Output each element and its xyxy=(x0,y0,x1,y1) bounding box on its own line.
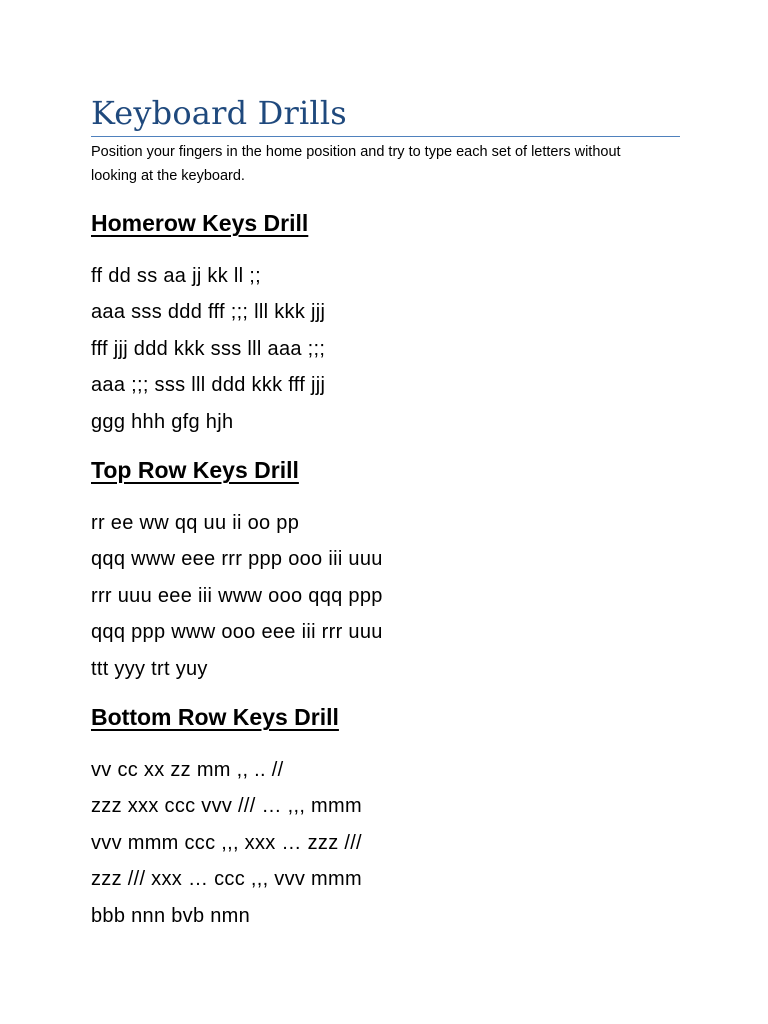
drill-list-top-row xyxy=(91,505,383,687)
drill-list-bottom-row xyxy=(91,752,362,934)
drill-line: fff jjj ddd kkk sss lll aaa ;;; xyxy=(91,337,326,360)
drill-line: rrr uuu eee iii www ooo qqq ppp xyxy=(91,584,383,607)
drill-line: vvv mmm ccc ,,, xxx … zzz /// xyxy=(91,831,362,854)
drill-line: ttt yyy trt yuy xyxy=(91,657,208,680)
drill-line: aaa ;;; sss lll ddd kkk fff jjj xyxy=(91,374,326,397)
drill-list-homerow xyxy=(91,258,325,440)
drill-line: aaa sss ddd fff ;;; lll kkk jjj xyxy=(91,301,326,324)
title-underline-rule xyxy=(91,136,680,137)
drill-line: zzz /// xxx … ccc ,,, vvv mmm xyxy=(91,868,362,891)
intro-paragraph: Position your fingers in the home position and try to type each set of letters without looking at the keyboard. xyxy=(91,144,621,184)
section-heading-top-row: Top Row Keys Drill xyxy=(91,457,299,483)
drill-line: bbb nnn bvb nmn xyxy=(91,904,251,927)
drill-line: ggg hhh gfg hjh xyxy=(91,410,234,433)
section-heading-bottom-row: Bottom Row Keys Drill xyxy=(91,704,339,730)
section-heading-homerow: Homerow Keys Drill xyxy=(91,210,309,236)
drill-line: vv cc xx zz mm ,, .. // xyxy=(91,759,284,781)
drill-line: qqq ppp www ooo eee iii rrr uuu xyxy=(91,621,383,644)
drill-line: zzz xxx ccc vvv /// … ,,, mmm xyxy=(91,795,362,818)
drill-line: qqq www eee rrr ppp ooo iii uuu xyxy=(91,548,383,571)
document-title: Keyboard Drills xyxy=(91,94,347,132)
drill-line: rr ee ww qq uu ii oo pp xyxy=(91,512,300,534)
drill-line: ff dd ss aa jj kk ll ;; xyxy=(91,265,261,287)
